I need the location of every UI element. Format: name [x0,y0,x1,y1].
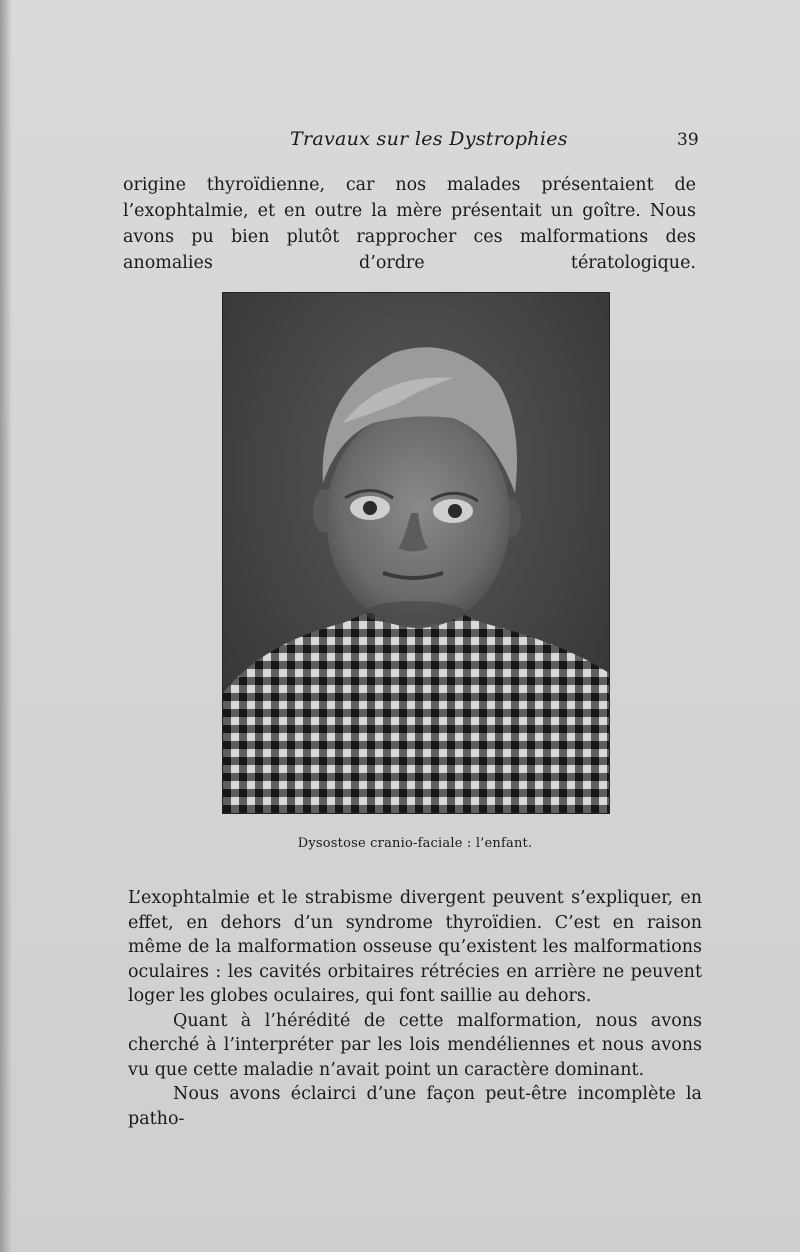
page-number: 39 [677,130,699,150]
paragraph-1: L’exophtalmie et le strabisme divergent peuvent s’expliquer, en effet, en dehors d’un syndrome thyroïdien. C’est en raison même de la malformation osseuse qu’existent les malformations oculaires : les cavités orbitaires rétrécies en arrière ne peuvent loger les globes oculaires, qui font saillie au dehors. [128,888,702,1006]
running-title: Travaux sur les Dystrophies [290,128,568,150]
portrait-photograph [222,292,610,814]
page-edge-shadow [0,0,12,1252]
body-text [128,886,702,1131]
paragraph-top: origine thyroïdienne, car nos malades présentaient de l’exophtalmie, et en outre la mère présentait un goître. Nous avons pu bien plutôt rapprocher ces malformations des anomalies d’ordre tératologique. [123,175,696,273]
figure-caption: Dysostose cranio-faciale : l’enfant. [297,836,533,851]
paragraph-3: Nous avons éclairci d’une façon peut-être incomplète la patho- [128,1084,702,1129]
paragraph-2: Quant à l’hérédité de cette malformation, nous avons cherché à l’interpréter par les lois mendéliennes et nous avons vu que cette maladie n’avait point un caractère dominant. [128,1010,702,1080]
